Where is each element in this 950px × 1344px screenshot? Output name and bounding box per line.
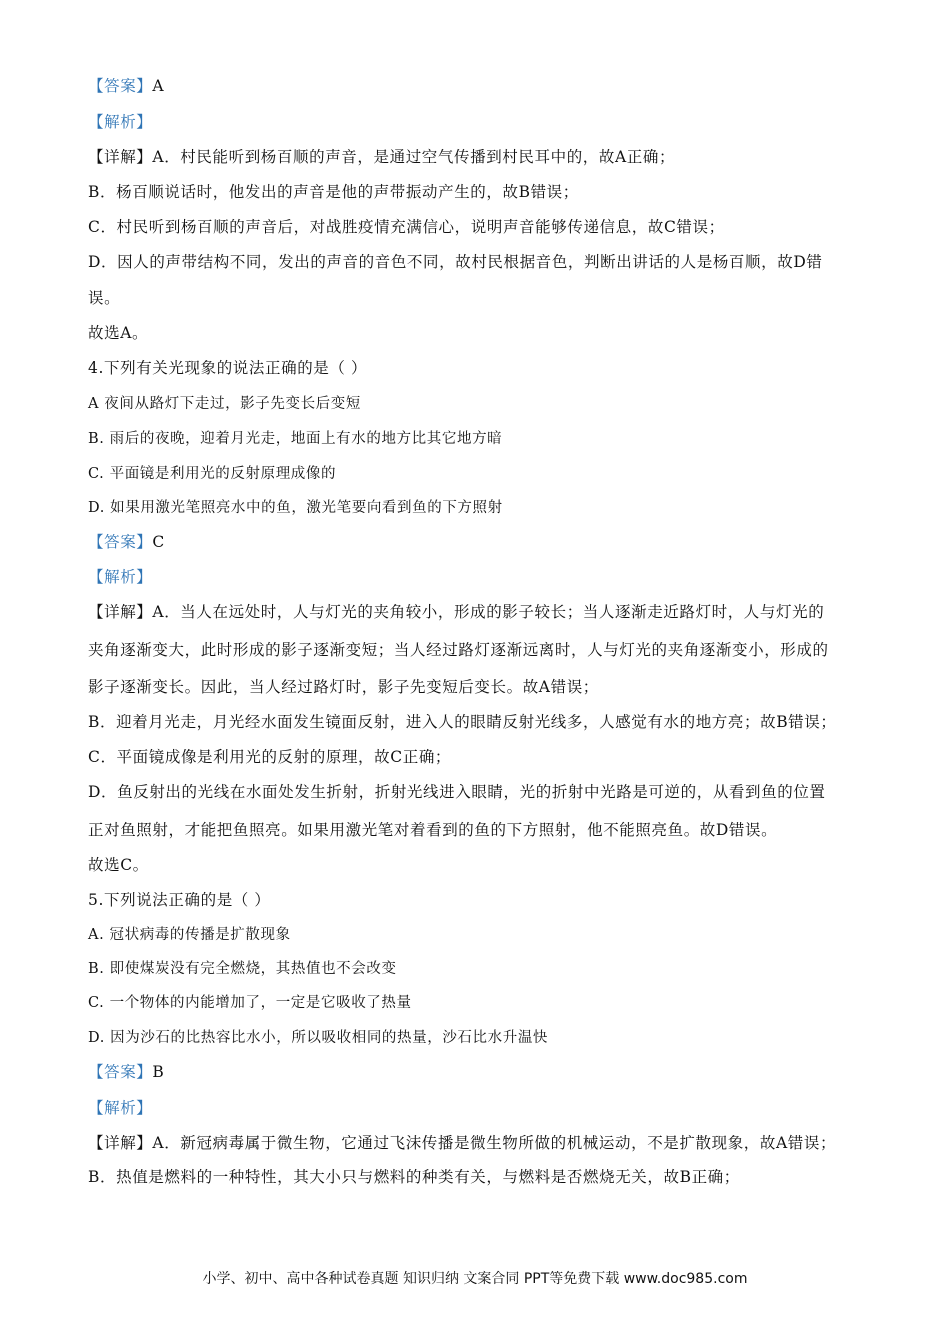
detail-line: 误。 <box>88 289 121 307</box>
detail-line: 【详解】A．新冠病毒属于微生物，它通过飞沫传播是微生物所做的机械运动，不是扩散现象，故A错误； <box>88 1134 837 1152</box>
analysis-tag: 【解析】 <box>88 1099 153 1117</box>
analysis-tag: 【解析】 <box>88 113 153 131</box>
answer-value: B <box>152 1063 165 1081</box>
detail-line: 【详解】A．当人在远处时，人与灯光的夹角较小，形成的影子较长；当人逐渐走近路灯时，人与灯光的 <box>88 603 825 621</box>
answer-line <box>88 532 165 552</box>
detail-line: B．热值是燃料的一种特性，其大小只与燃料的种类有关，与燃料是否燃烧无关，故B正确； <box>88 1168 740 1186</box>
detail-line: B．杨百顺说话时，他发出的声音是他的声带振动产生的，故B错误； <box>88 183 579 201</box>
detail-line: 正对鱼照射，才能把鱼照亮。如果用激光笔对着看到的鱼的下方照射，他不能照亮鱼。故D错误。 <box>88 821 778 839</box>
answer-value: C <box>152 533 165 551</box>
analysis-line <box>88 112 152 132</box>
detail-line: D．鱼反射出的光线在水面处发生折射，折射光线进入眼睛，光的折射中光路是可逆的，从看到鱼的位置 <box>88 783 826 801</box>
detail-line: D．因人的声带结构不同，发出的声音的音色不同，故村民根据音色，判断出讲话的人是杨百顺，故D错 <box>88 253 823 271</box>
detail-line: 影子逐渐变长。因此，当人经过路灯时，影子先变短后变长。故A错误； <box>88 678 599 696</box>
detail-line: B．迎着月光走，月光经水面发生镜面反射，进入人的眼睛反射光线多，人感觉有水的地方亮；故B错误； <box>88 713 837 731</box>
answer-value: A <box>152 77 165 95</box>
option-c: C. 一个物体的内能增加了，一定是它吸收了热量 <box>88 995 412 1011</box>
option-d: D. 如果用激光笔照亮水中的鱼，激光笔要向看到鱼的下方照射 <box>88 500 503 516</box>
detail-line: 夹角逐渐变大，此时形成的影子逐渐变短；当人经过路灯逐渐远离时，人与灯光的夹角逐渐变小，形成的 <box>88 641 829 659</box>
option-a: A 夜间从路灯下走过，影子先变长后变短 <box>88 396 361 412</box>
option-b: B. 雨后的夜晚，迎着月光走，地面上有水的地方比其它地方暗 <box>88 431 503 447</box>
detail-line: C．平面镜成像是利用光的反射的原理，故C正确； <box>88 748 452 766</box>
footer-text: 小学、初中、高中各种试卷真题 知识归纳 文案合同 PPT等免费下载 www.doc985.com <box>202 1271 748 1287</box>
conclusion-line: 故选C。 <box>88 856 149 874</box>
question-4: 4.下列有关光现象的说法正确的是（ ） <box>88 359 368 377</box>
question-5: 5.下列说法正确的是（ ） <box>88 891 271 909</box>
answer-tag: 【答案】 <box>88 533 153 551</box>
detail-line: C．村民听到杨百顺的声音后，对战胜疫情充满信心，说明声音能够传递信息，故C错误； <box>88 218 725 236</box>
analysis-line <box>88 1098 152 1118</box>
answer-tag: 【答案】 <box>88 77 153 95</box>
analysis-line <box>88 567 152 587</box>
detail-line: 【详解】A．村民能听到杨百顺的声音，是通过空气传播到村民耳中的，故A正确； <box>88 148 676 166</box>
conclusion-line: 故选A。 <box>88 324 149 342</box>
option-a: A. 冠状病毒的传播是扩散现象 <box>88 927 291 943</box>
analysis-tag: 【解析】 <box>88 568 153 586</box>
option-d: D. 因为沙石的比热容比水小，所以吸收相同的热量，沙石比水升温快 <box>88 1030 549 1046</box>
answer-line <box>88 1062 164 1082</box>
option-c: C. 平面镜是利用光的反射原理成像的 <box>88 466 337 482</box>
option-b: B. 即使煤炭没有完全燃烧，其热值也不会改变 <box>88 961 397 977</box>
answer-tag: 【答案】 <box>88 1063 153 1081</box>
answer-line <box>88 76 164 96</box>
